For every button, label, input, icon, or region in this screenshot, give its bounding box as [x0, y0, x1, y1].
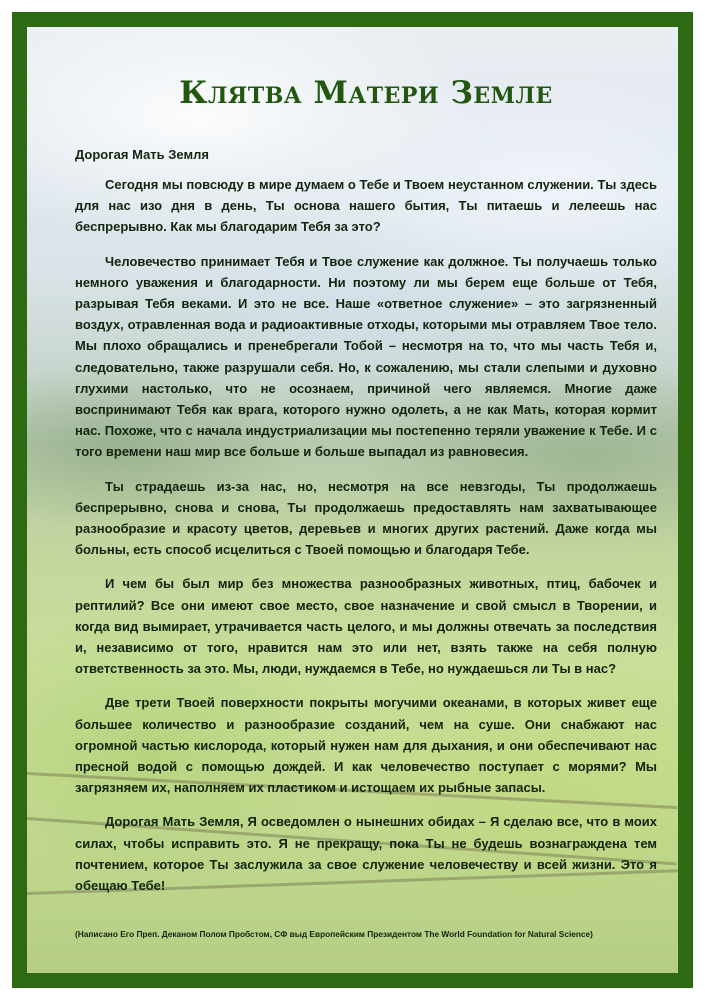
signature: (Написано Его Преп. Деканом Полом Пробстом, СФ выд Европейским Президентом The World Foundation for Natural Science): [75, 929, 593, 939]
paragraph: Две трети Твоей поверхности покрыты могучими океанами, в которых живет еще большее количество и разнообразие созданий, чем на суше. Они снабжают нас огромной частью кислорода, который нужен нам для дыхания, и они обеспечивают нас пресной водой с помощью дождей. И как человечество поступает с морями? Мы загрязняем их, наполняем их пластиком и истощаем их рыбные запасы.: [75, 695, 657, 796]
paragraph: Ты страдаешь из-за нас, но, несмотря на все невзгоды, Ты продолжаешь беспрерывно, снова и снова, Ты продолжаешь предоставлять нам захватывающее разнообразие и красоту цветов, деревьев и многих других растений. Даже когда мы больны, есть способ исцелиться с Твоей помощью и благодаря Тебе.: [75, 478, 657, 558]
page-title: Клятва Матери Земле: [179, 75, 553, 111]
landscape-background: [27, 27, 678, 973]
body-text: [75, 174, 657, 909]
paragraph: И чем бы был мир без множества разнообразных животных, птиц, бабочек и рептилий? Все они имеют свое место, свое назначение и свой смысл в Творении, и когда вид вымирает, утрачивается часть целого, и мы должны отвечать за последствия и, независимо от того, нравится нам это или нет, взять также на себя полную ответственность за это. Мы, люди, нуждаемся в Тебе, но нуждаешься ли Ты в нас?: [75, 576, 657, 677]
salutation: Дорогая Мать Земля: [75, 147, 209, 162]
paragraph: Человечество принимает Тебя и Твое служение как должное. Ты получаешь только немного уважения и благодарности. Ни поэтому ли мы берем еще больше от Тебя, разрывая Тебя веками. И это не все. Наше «ответное служение» – это загрязненный воздух, отравленная вода и радиоактивные отходы, которыми мы отравляем Твое тело. Мы плохо обращались и пренебрегали Тобой – несмотря на то, что мы часть Тебя и, следовательно, также разрушали себя. Но, к сожалению, мы стали слепыми и духовно глухими настолько, что не осознаем, причиной чего являемся. Многие даже воспринимают Тебя как врага, которого нужно одолеть, а не как Мать, которая кормит нас. Похоже, что с начала индустриализации мы постепенно теряли уважение к Тебе. И с того времени наш мир все больше и больше выпадал из равновесия.: [75, 253, 657, 460]
paragraph: Сегодня мы повсюду в мире думаем о Тебе и Твоем неустанном служении. Ты здесь для нас изо дня в день, Ты основа нашего бытия, Ты питаешь и лелеешь нас беспрерывно. Как мы благодарим Тебя за это?: [75, 177, 657, 235]
paragraph: Дорогая Мать Земля, Я осведомлен о нынешних обидах – Я сделаю все, что в моих силах, чтобы исправить это. Я не прекращу, пока Ты не будешь вознаграждена тем почтением, которое Ты заслужила за свое служение человечеству и всей жизни. Это я обещаю Тебе!: [75, 814, 657, 894]
